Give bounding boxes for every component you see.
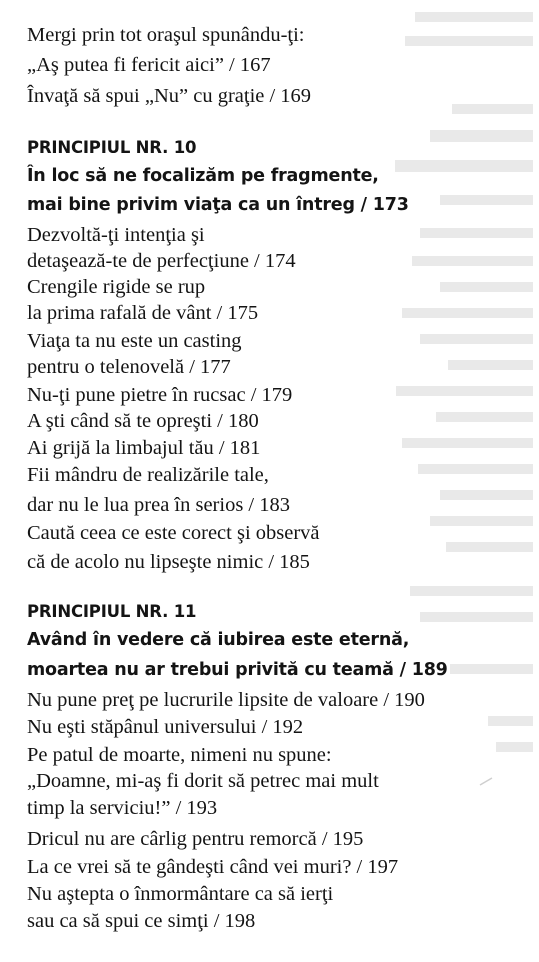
toc-entry: Dezvoltă-ţi intenţia şi (27, 224, 205, 246)
toc-entry: Dricul nu are cârlig pentru remorcă / 195 (27, 828, 364, 850)
toc-entry: pentru o telenovelă / 177 (27, 356, 231, 378)
principle-10-label: PRINCIPIUL NR. 10 (27, 138, 197, 157)
principle-10-title: În loc să ne focalizăm pe fragmente, (27, 166, 379, 186)
toc-entry: Nu-ţi pune pietre în rucsac / 179 (27, 384, 293, 406)
principle-11-title: Având în vedere că iubirea este eternă, (27, 630, 410, 650)
toc-entry: Ai grijă la limbajul tău / 181 (27, 437, 261, 459)
toc-entry: Învaţă să spui „Nu” cu graţie / 169 (27, 85, 312, 107)
toc-entry: sau ca să spui ce simţi / 198 (27, 910, 256, 932)
toc-entry: Viaţa ta nu este un casting (27, 330, 242, 352)
toc-entry: timp la serviciu!” / 193 (27, 797, 218, 819)
toc-entry: Nu pune preţ pe lucrurile lipsite de valoare / 190 (27, 689, 425, 711)
toc-entry: La ce vrei să te gândeşti când vei muri? / 197 (27, 856, 399, 878)
toc-entry: „Doamne, mi-aş fi dorit să petrec mai mult (27, 770, 379, 792)
principle-11-label: PRINCIPIUL NR. 11 (27, 602, 197, 621)
toc-entry: Pe patul de moarte, nimeni nu spune: (27, 744, 332, 766)
toc-entry: detaşează-te de perfecţiune / 174 (27, 250, 296, 272)
principle-11-title: moartea nu ar trebui privită cu teamă / 189 (27, 660, 448, 680)
toc-entry: A şti când să te opreşti / 180 (27, 410, 259, 432)
toc-entry: dar nu le lua prea în serios / 183 (27, 494, 291, 516)
toc-entry: Fii mândru de realizările tale, (27, 464, 269, 486)
toc-entry: Caută ceea ce este corect şi observă (27, 522, 320, 544)
toc-entry: la prima rafală de vânt / 175 (27, 302, 259, 324)
principle-10-title: mai bine privim viaţa ca un întreg / 173 (27, 195, 409, 215)
toc-entry: Nu aştepta o înmormântare ca să ierţi (27, 883, 334, 905)
toc-entry: Mergi prin tot oraşul spunându-ţi: (27, 24, 305, 46)
toc-entry: Crengile rigide se rup (27, 276, 206, 298)
toc-entry: Nu eşti stăpânul universului / 192 (27, 716, 304, 738)
toc-entry: că de acolo nu lipseşte nimic / 185 (27, 551, 310, 573)
toc-entry: „Aş putea fi fericit aici” / 167 (27, 54, 271, 76)
